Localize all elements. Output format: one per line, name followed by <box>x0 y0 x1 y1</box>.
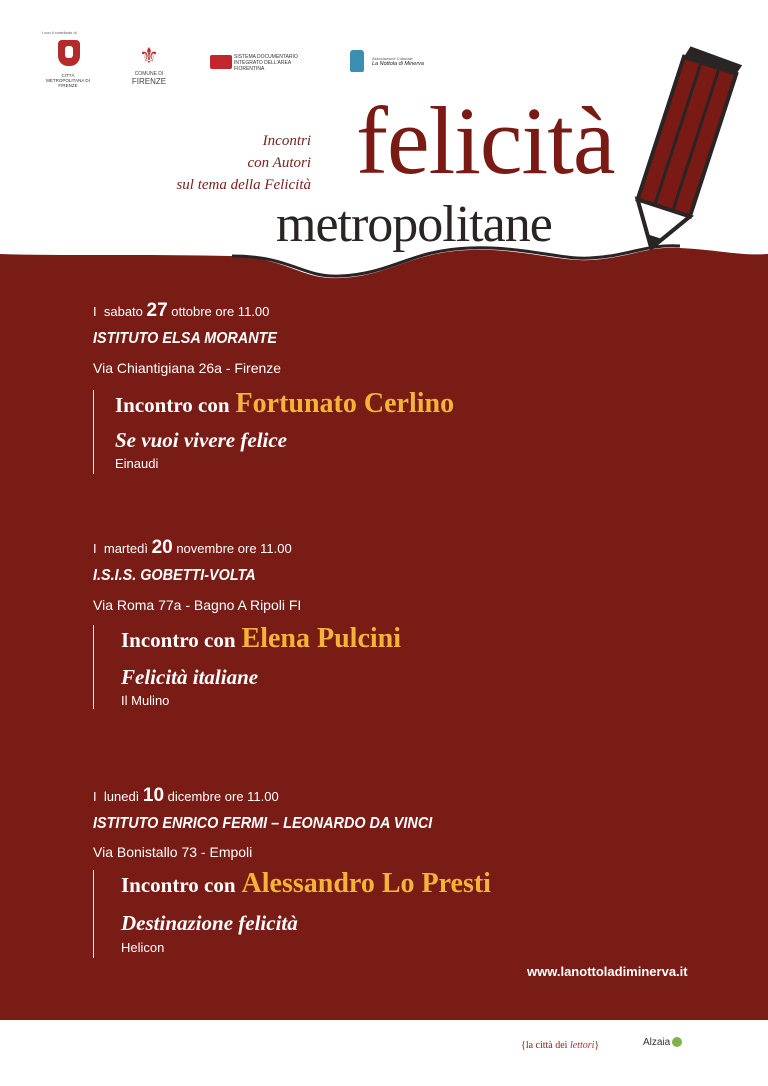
firenze-logo <box>130 44 168 86</box>
book-publisher: Helicon <box>121 940 165 955</box>
date-weekday: sabato <box>103 304 143 319</box>
title-metropolitane: metropolitane <box>276 196 552 253</box>
nottola-top-label: Associazione Culturale <box>372 56 413 61</box>
date-time: ore 11.00 <box>237 541 292 556</box>
firenze-name: FIRENZE <box>131 77 167 86</box>
meeting-line <box>121 623 401 655</box>
alzaia-leaf-icon <box>672 1037 682 1047</box>
event-details <box>93 390 614 474</box>
event-venue: ISTITUTO ENRICO FERMI – LEONARDO DA VINCI <box>93 815 433 832</box>
firenze-label <box>130 71 168 87</box>
date-month: novembre <box>176 541 235 556</box>
event-details <box>93 625 614 709</box>
meeting-label: Incontro con <box>115 393 230 417</box>
author-name: Fortunato Cerlino <box>235 388 455 419</box>
date-prefix: I <box>93 789 97 804</box>
event-address: Via Bonistallo 73 - Empoli <box>93 844 253 860</box>
nottola-name: La Nottola di Minerva <box>372 61 424 67</box>
book-title: Se vuoi vivere felice <box>115 428 287 452</box>
nottola-logo <box>350 50 440 74</box>
date-weekday: lunedì <box>103 789 140 804</box>
citta-dei-lettori-logo: {la città dei lettori} <box>521 1040 600 1051</box>
owl-icon <box>350 50 364 72</box>
tagline-line-1: Incontri <box>262 133 311 149</box>
meeting-line <box>121 868 491 900</box>
alzaia-logo <box>643 1037 682 1048</box>
date-prefix: I <box>93 304 97 319</box>
meeting-label: Incontro con <box>121 873 236 897</box>
citta-label: la città dei <box>525 1040 568 1051</box>
firenze-top-label: COMUNE DI <box>134 71 164 77</box>
event-date <box>93 785 279 808</box>
lettori-label: lettori <box>569 1040 595 1051</box>
event-date <box>93 300 269 323</box>
metro-city-shield-icon <box>58 40 80 66</box>
event-address: Via Chiantigiana 26a - Firenze <box>93 360 282 376</box>
tagline-line-3: sul tema della Felicità <box>176 177 311 193</box>
event-address: Via Roma 77a - Bagno A Ripoli FI <box>93 597 302 613</box>
date-day: 20 <box>151 537 173 558</box>
author-name: Elena Pulcini <box>241 623 402 654</box>
meeting-line <box>115 388 454 420</box>
date-day: 10 <box>142 785 165 806</box>
book-publisher: Einaudi <box>115 456 159 471</box>
florence-lily-icon: ⚜ <box>139 43 159 68</box>
nottola-label <box>372 56 424 67</box>
date-time: ore 11.00 <box>224 789 279 804</box>
date-month: dicembre <box>167 789 222 804</box>
author-name: Alessandro Lo Presti <box>241 868 491 899</box>
tagline-line-2: con Autori <box>247 155 311 171</box>
event-venue: ISTITUTO ELSA MORANTE <box>93 330 278 347</box>
book-title: Felicità italiane <box>121 665 259 689</box>
alzaia-label: Alzaia <box>643 1037 671 1048</box>
sdiaf-logo <box>210 52 310 76</box>
sdiaf-mark-icon <box>210 55 232 69</box>
metro-city-label: CITTÀ METROPOLITANA DI FIRENZE <box>46 73 90 88</box>
pencil-icon <box>614 40 744 266</box>
date-time: ore 11.00 <box>215 304 270 319</box>
event-date <box>93 537 292 560</box>
date-day: 27 <box>146 300 168 321</box>
book-title: Destinazione felicità <box>121 911 298 935</box>
metro-city-logo <box>42 40 94 88</box>
event-venue: I.S.I.S. GOBETTI-VOLTA <box>93 567 256 584</box>
title-felicita: felicità <box>356 87 615 194</box>
date-weekday: martedì <box>103 541 148 556</box>
date-month: ottobre <box>171 304 212 319</box>
date-prefix: I <box>93 541 97 556</box>
meeting-label: Incontro con <box>121 628 236 652</box>
tagline <box>176 130 311 196</box>
sponsor-caption: I con il contributo di <box>42 30 77 35</box>
book-publisher: Il Mulino <box>121 693 170 708</box>
sdiaf-label: SISTEMA DOCUMENTARIO INTEGRATO DELL'AREA FIORENTINA <box>234 54 298 72</box>
event-details <box>93 870 614 958</box>
website-link[interactable]: www.lanottoladiminerva.it <box>527 964 688 979</box>
